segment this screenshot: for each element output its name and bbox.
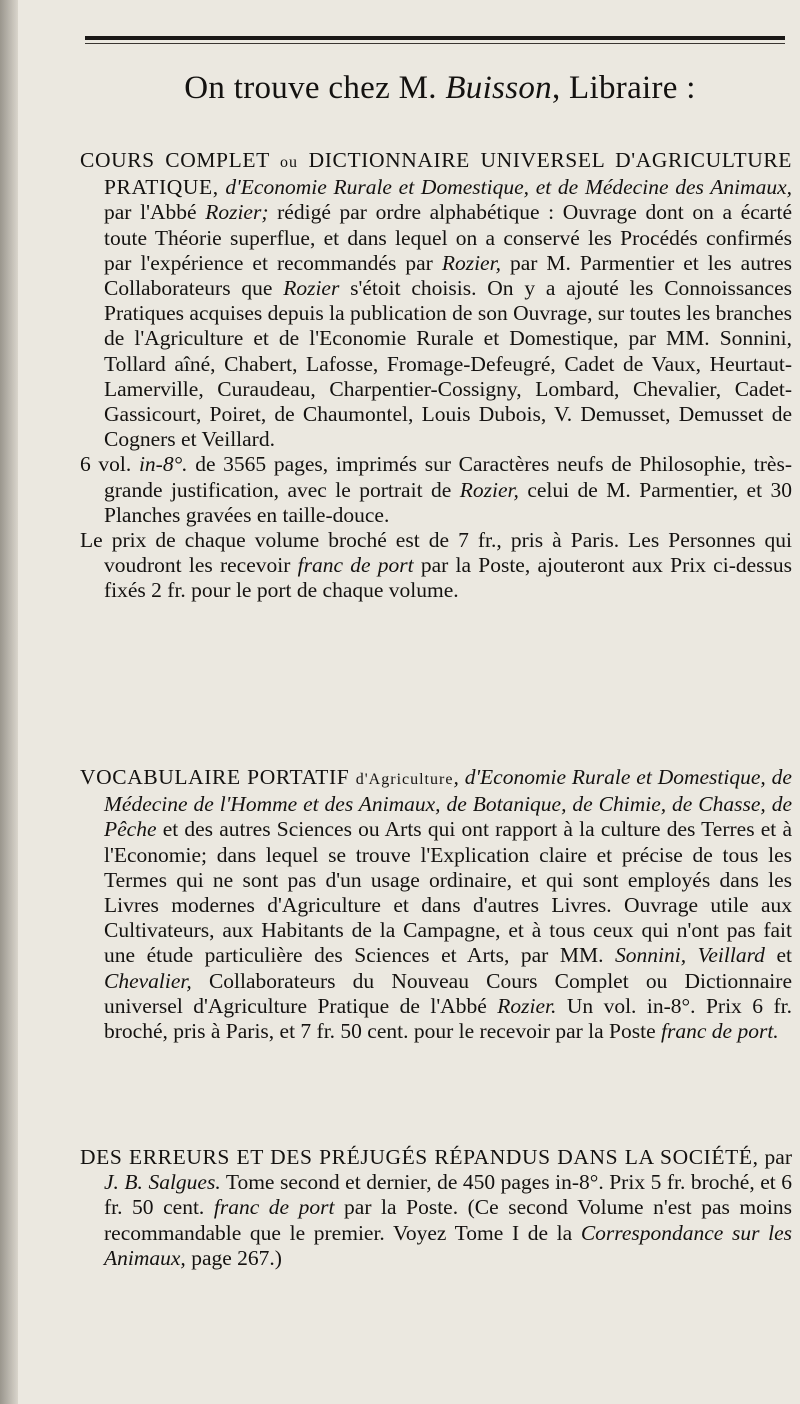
heading-bookseller-name: Buisson [445, 70, 552, 106]
entry3-title: DES ERREURS ET DES PRÉJUGÉS RÉPANDUS DANS LA SOCIÉTÉ, [80, 1145, 759, 1169]
entry3-description [80, 1145, 792, 1271]
entry1-price-a: Le prix de chaque volume broché est de 7 fr., pris à Paris. Les Personnes qui voudront les recevoir [80, 528, 792, 578]
heading-suffix: , Libraire : [551, 70, 696, 106]
entry1-price-b: par la Poste, ajouteront aux Prix ci-dessus fixés 2 fr. pour le port de chaque volume. [104, 553, 792, 603]
entry2-chevalier: Chevalier, [104, 968, 192, 993]
entry-cours-complet [80, 148, 792, 604]
entry2-rozier: Rozier. [497, 993, 557, 1018]
entry1-format-in: in-8°. [138, 452, 188, 477]
entry1-rozier-1: Rozier; [205, 200, 269, 225]
entry3-body-a: Tome second et dernier, de 450 pages in-8°. Prix 5 fr. broché, et 6 fr. 50 cent. [104, 1170, 792, 1220]
entry2-body-b: Collaborateurs du Nouveau Cours Complet ou Dictionnaire universel d'Agriculture Pratique de l'Abbé [104, 968, 792, 1018]
entry3-body-c: page 267.) [185, 1245, 282, 1270]
entry1-price-franc: franc de port [297, 553, 414, 578]
entry1-rozier-3: Rozier [283, 276, 340, 301]
entry1-body-c: s'étoit choisis. On y a ajouté les Connoissances Pratiques acquises depuis la publication de son Ouvrage, sur toutes les branches de l'Agriculture et de l'Economie Rurale et Domestique, par MM. Sonnini, Tollard aîné, Chabert, Lafosse, Fromage-Defeugré, Cadet de Vaux, Heurtaut-Lamerville, Curaudeau, Charpentier-Cossigny, Lombard, Chevalier, Cadet-Gassicourt, Poiret, de Chaumontel, Louis Dubois, V. Demusset, Demusset de Cogners et Veillard. [104, 276, 792, 452]
page-spine-shadow [0, 0, 18, 1404]
entry3-by: par [758, 1145, 793, 1169]
entry1-price [80, 528, 792, 604]
entry1-description [80, 148, 792, 452]
entry-erreurs-prejuges [80, 1145, 792, 1271]
entry2-title: VOCABULAIRE PORTATIF [80, 765, 356, 789]
entry2-subtitle: , d'Economie Rurale et Domestique, de Médecine de l'Homme et des Animaux, de Botanique, de Chimie, de Chasse, de Pêche [104, 765, 792, 842]
entry3-franc: franc de port [213, 1195, 335, 1220]
entry3-author: J. B. Salgues. [104, 1170, 221, 1195]
entry1-body-a: rédigé par ordre alphabétique : Ouvrage dont on a écarté toute Théorie superflue, et dans lequel on a conservé les Procédés confirmés par l'expérience et recommandés par [104, 200, 792, 275]
heading-prefix: On trouve chez M. [184, 70, 446, 106]
entry2-body-a: et des autres Sciences ou Arts qui ont rapport à la culture des Terres et à l'Economie; dans lequel se trouve l'Explication claire et précise de tous les Termes qui ne sont pas d'un usage ordinaire, et qui sont employés dans les Livres modernes d'Agriculture et dans d'autres Livres. Ouvrage utile aux Cultivateurs, aux Habitants de la Campagne, et à tous ceux qui n'ont pas fait une étude particulière des Sciences et Arts, par MM. [104, 817, 792, 968]
entry2-franc: franc de port. [661, 1019, 779, 1044]
entry1-title-a: COURS COMPLET [80, 148, 281, 172]
entry1-by: par l'Abbé [104, 200, 206, 225]
entry1-rozier-2: Rozier, [441, 250, 501, 275]
top-rule [85, 36, 785, 40]
entry2-body-c: Un vol. in-8°. Prix 6 fr. broché, pris à Paris, et 7 fr. 50 cent. pour le recevoir par la Poste [104, 993, 792, 1044]
entry3-correspondance: Correspondance sur les Animaux, [104, 1220, 792, 1270]
entry2-description [80, 765, 792, 1044]
entry2-names: Sonnini, Veillard [615, 943, 765, 968]
entry2-title-sc: d'Agriculture [355, 771, 454, 788]
entry1-format-c: celui de M. Parmentier, et 30 Planches gravées en taille-douce. [104, 477, 792, 527]
entry1-format-a: 6 vol. [80, 452, 139, 477]
entry1-format-b: de 3565 pages, imprimés sur Caractères neufs de Philosophie, très-grande justification, avec le portrait de [104, 452, 792, 502]
entry1-body-b: par M. Parmentier et les autres Collaborateurs que [104, 250, 792, 301]
entry2-and: et [764, 943, 792, 968]
page-heading [80, 70, 800, 107]
entry-vocabulaire [80, 765, 792, 1044]
entry1-format [80, 452, 792, 528]
entry1-rozier-4: Rozier, [459, 477, 519, 502]
entry3-body-b: par la Poste. (Ce second Volume n'est pas moins recommandable que le premier. Voyez Tome I de la [104, 1195, 792, 1245]
entry1-title-ou: ou [280, 154, 299, 171]
entry1-subtitle: d'Economie Rurale et Domestique, et de Médecine des Animaux, [225, 175, 792, 200]
entry1-title-b: DICTIONNAIRE UNIVERSEL D'AGRICULTURE PRATIQUE, [104, 148, 793, 200]
